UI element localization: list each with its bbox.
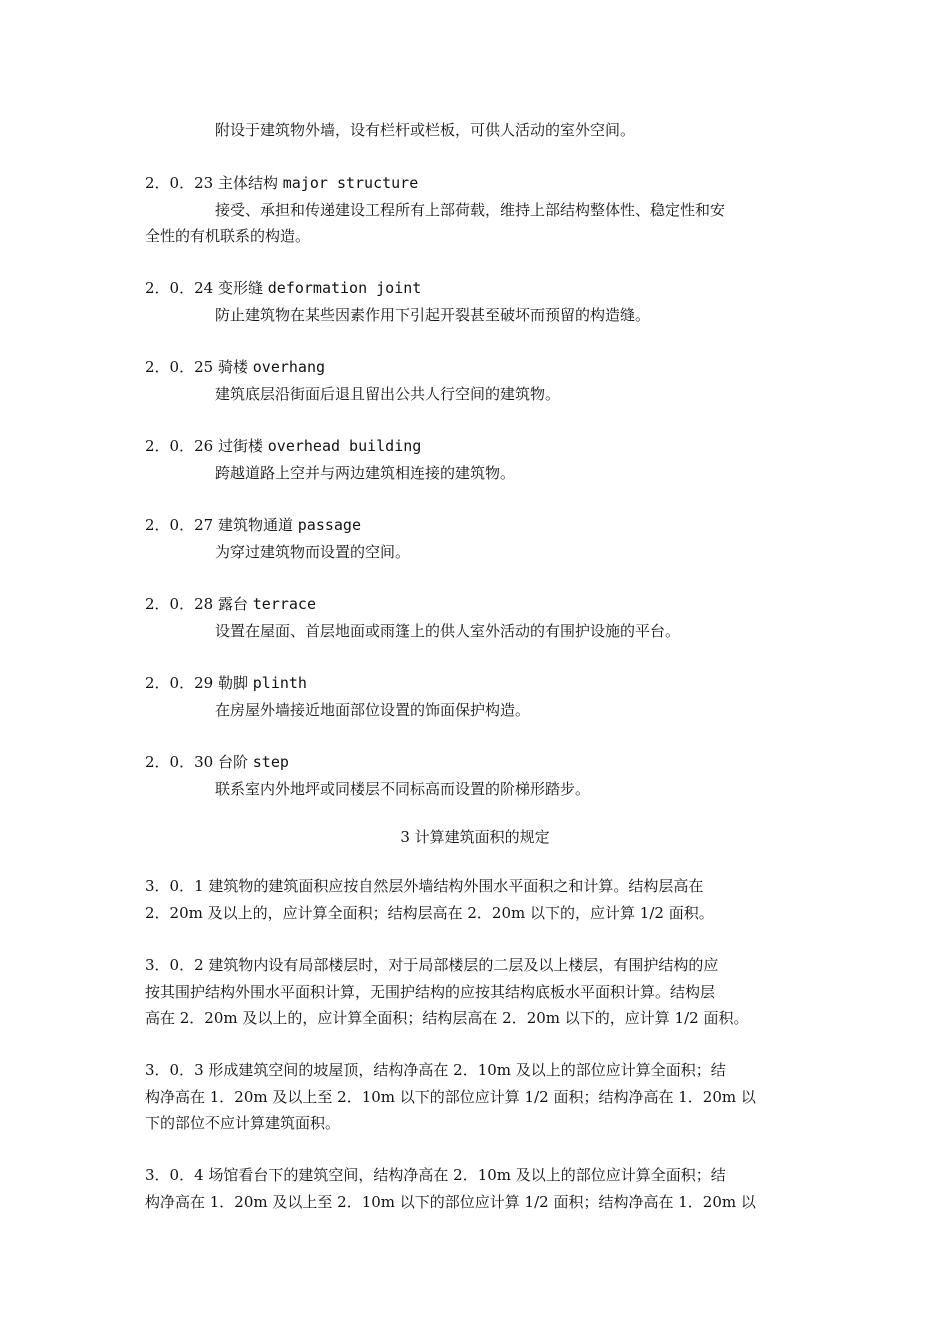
clause-line: 按其围护结构外围水平面积计算，无围护结构的应按其结构底板水平面积计算。结构层 <box>145 983 716 1001</box>
term-number: 2．0．29 <box>145 674 214 692</box>
term-english: overhead building <box>267 437 422 455</box>
term-number: 2．0．26 <box>145 437 214 455</box>
term-name: 台阶 <box>217 753 248 771</box>
term-english: plinth <box>252 674 307 692</box>
term-heading <box>145 672 307 694</box>
term-definition-line: 为穿过建筑物而设置的空间。 <box>215 543 411 561</box>
term-heading <box>145 277 421 299</box>
term-heading <box>145 751 289 773</box>
term-definition-line: 在房屋外墙接近地面部位设置的饰面保护构造。 <box>215 701 531 719</box>
term-definition-line: 全性的有机联系的构造。 <box>145 227 311 245</box>
term-number: 2．0．27 <box>145 516 214 534</box>
term-name: 变形缝 <box>217 279 263 297</box>
term-english: overhang <box>252 358 326 376</box>
term-english: step <box>252 753 289 771</box>
term-definition-line: 跨越道路上空并与两边建筑相连接的建筑物。 <box>215 464 516 482</box>
clause-line: 高在 2．20m 及以上的，应计算全面积；结构层高在 2．20m 以下的，应计算 1/2 面积。 <box>145 1009 749 1027</box>
term-english: deformation joint <box>267 279 422 297</box>
term-name: 露台 <box>217 595 248 613</box>
term-definition-line: 建筑底层沿街面后退且留出公共人行空间的建筑物。 <box>215 385 561 403</box>
term-number: 2．0．23 <box>145 174 214 192</box>
term-heading <box>145 435 421 457</box>
term-name: 勒脚 <box>217 674 248 692</box>
term-number: 2．0．28 <box>145 595 214 613</box>
term-definition-line: 联系室内外地坪或同楼层不同标高而设置的阶梯形踏步。 <box>215 780 591 798</box>
clause-line: 下的部位不应计算建筑面积。 <box>145 1114 341 1132</box>
clause-line: 3．0．3 形成建筑空间的坡屋顶，结构净高在 2．10m 及以上的部位应计算全面积；结 <box>145 1061 726 1079</box>
term-name: 建筑物通道 <box>217 516 293 534</box>
term-heading <box>145 356 325 378</box>
term-definition-line: 接受、承担和传递建设工程所有上部荷载，维持上部结构整体性、稳定性和安 <box>215 201 726 219</box>
clause-line: 3．0．4 场馆看台下的建筑空间，结构净高在 2．10m 及以上的部位应计算全面积；结 <box>145 1166 726 1184</box>
term-definition-line: 设置在屋面、首层地面或雨篷上的供人室外活动的有围护设施的平台。 <box>215 622 681 640</box>
term-heading <box>145 172 418 194</box>
term-heading <box>145 514 361 536</box>
term-english: passage <box>297 516 361 534</box>
term-name: 骑楼 <box>217 358 248 376</box>
term-name: 过街楼 <box>217 437 263 455</box>
term-number: 2．0．30 <box>145 753 214 771</box>
term-definition-line: 防止建筑物在某些因素作用下引起开裂甚至破坏而预留的构造缝。 <box>215 306 651 324</box>
term-english: terrace <box>252 595 316 613</box>
term-heading <box>145 593 316 615</box>
term-number: 2．0．24 <box>145 279 214 297</box>
clause-line: 3．0．1 建筑物的建筑面积应按自然层外墙结构外围水平面积之和计算。结构层高在 <box>145 877 704 895</box>
clause-line: 3．0．2 建筑物内设有局部楼层时，对于局部楼层的二层及以上楼层，有围护结构的应 <box>145 956 719 974</box>
clause-line: 2．20m 及以上的，应计算全面积；结构层高在 2．20m 以下的，应计算 1/2 面积。 <box>145 904 714 922</box>
term-definition-line: 附设于建筑物外墙，设有栏杆或栏板，可供人活动的室外空间。 <box>215 121 636 139</box>
section-heading: 3 计算建筑面积的规定 <box>400 828 550 846</box>
term-english: major structure <box>282 174 419 192</box>
clause-line: 构净高在 1．20m 及以上至 2．10m 以下的部位应计算 1/2 面积；结构净高在 1．20m 以 <box>145 1088 756 1106</box>
term-name: 主体结构 <box>217 174 278 192</box>
term-number: 2．0．25 <box>145 358 214 376</box>
clause-line: 构净高在 1．20m 及以上至 2．10m 以下的部位应计算 1/2 面积；结构净高在 1．20m 以 <box>145 1193 756 1211</box>
